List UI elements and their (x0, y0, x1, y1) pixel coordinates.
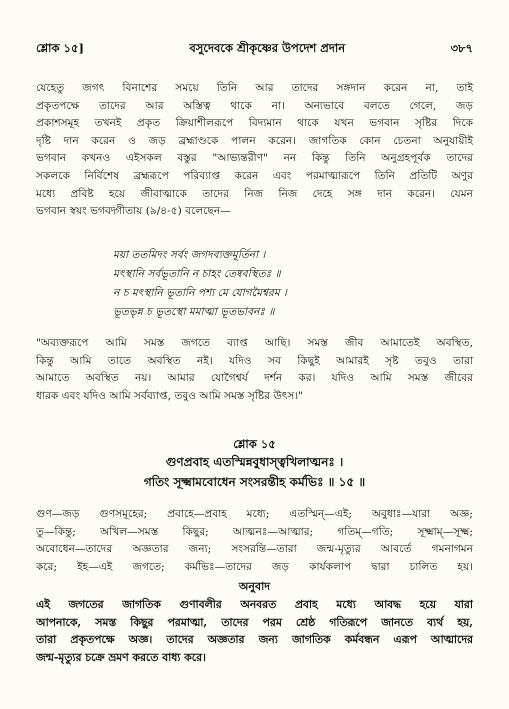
text-line: মধ্যে প্রবিষ্ট হয়ে জীবাত্মাকে তাদের নিজ নিজ দেহে সঙ্গ দান করেন। যেমন (36, 187, 473, 200)
text-line: প্রকৃতপক্ষে তাদের আর অস্তিত্ব থাকে না। অন্যভাবে বলতে গেলে, জড় (36, 99, 473, 112)
word-for-word-synonyms (36, 506, 473, 576)
translation-heading: অনুবাদ (238, 580, 271, 593)
text-line: কিন্তু আমি তাতে অবস্থিত নই। যদিও সব কিছুই আমারই সৃষ্ট তবুও তারা (36, 354, 473, 367)
header-chapter-title: বসুদেবকে শ্রীকৃষ্ণের উপদেশ প্রদান (189, 41, 346, 55)
verse-line: মৎস্থানি সর্বভূতানি ন চাহং তেষ্ববস্থিতঃ ॥ (113, 268, 281, 280)
header-verse-ref: শ্লোক ১৫] (36, 41, 84, 55)
text-line: অবোধেন—তাদের অজ্ঞতার জন্য; সংসরন্তি—তারা জন্ম-মৃত্যুর আবর্তে গমনাগমন (36, 543, 473, 556)
shloka-line-2: গতিং সূক্ষ্মামবোধেন সংসরন্তীহ কর্মভিঃ ॥ ১৫ ॥ (143, 475, 366, 489)
text-line: আমাতে অবস্থিত নয়। আমার যোগৈশ্বর্য দর্শন কর। যদিও আমি সমস্ত জীবের (36, 372, 473, 385)
text-line: আপনাকে, সমস্ত কিছুর পরমাত্মা, তাদের পরম শ্রেষ্ঠ গতিরূপে জানতে ব্যর্থ হয়, (36, 615, 473, 629)
text-line: তু—কিন্তু; অখিল—সমস্ত কিছুর; আত্মনঃ—আত্মার; গতিম্—গতি; সূক্ষ্মাম্—সূক্ষ্ম; (36, 525, 473, 538)
text-line: দৃষ্টি দান করেন ও জড় ব্রহ্মাণ্ডকে পালন করেন। জাগতিক কোন চেতনা অনুযায়ীই (36, 134, 473, 147)
purport-paragraph-1 (36, 80, 473, 221)
running-header (36, 40, 473, 59)
text-line: ধারক এবং যদিও আমি সর্বব্যাপ্ত, তবুও আমি সমস্ত সৃষ্টির উৎস।" (36, 389, 304, 402)
page-number: ৩৮৭ (450, 41, 473, 55)
text-line: করে; ইহ—এই জগতে; কর্মভিঃ—তাদের জড় কার্যকলাপ দ্বারা চালিত হয়। (36, 560, 473, 573)
text-line: প্রকাশসমূহ তখনই প্রকৃত ক্রিয়াশীলরূপে বিদ্যমান থাকে যখন ভগবান সৃষ্টির দিকে (36, 117, 473, 130)
gita-quote-verse (113, 246, 443, 322)
text-line: এই জগতের জাগতিক গুণাবলীর অনবরত প্রবাহ মধ্যে আবদ্ধ হয়ে যারা (36, 598, 473, 611)
text-line: ভগবান কখনও এইসকল বস্তুর "আভ্যন্তরীণ" নন কিন্তু তিনি অনুগ্রহপূর্বক তাদের (36, 152, 473, 165)
text-line: "অব্যক্তরূপে আমি সমস্ত জগতে ব্যাপ্ত আছি। সমস্ত জীব আমাতেই অবস্থিত, (36, 337, 473, 349)
verse-line: ভূতভৃন্ন চ ভূতস্থো মমাত্মা ভূতভাবনঃ ॥ (113, 306, 275, 318)
gita-quote-translation (36, 335, 473, 405)
text-line: তারা প্রকৃতপক্ষে অজ্ঞ। তাদের অজ্ঞতার জন্য জাগতিক কর্মবন্ধন এরূপ আত্মাদের (36, 633, 473, 647)
verse-line: ন চ মৎস্থানি ভূতানি পশ্য মে যোগমৈশ্বরম । (113, 287, 287, 299)
shloka-line-1: গুণপ্রবাহ এতস্মিন্নবুধাস্ত্বখিলাত্মনঃ । (165, 455, 344, 469)
verse-line: ময়া ততমিদং সর্বং জগদব্যক্তমূর্তিনা । (113, 249, 266, 261)
text-line: জন্ম-মৃত্যুর চক্রে ভ্রমণ করতে বাধ্য করে। (36, 650, 206, 664)
shloka-title: শ্লোক ১৫ (233, 437, 276, 451)
text-line: সকলকে নির্বিশেষ ব্রহ্মরূপে পরিব্যাপ্ত করেন এবং পরমাত্মারূপে তিনি প্রতিটি অণুর (36, 169, 473, 182)
text-line: গুণ—জড় গুণসমূহের; প্রবাহে—প্রবাহ মধ্যে; এতস্মিন্—এই; অবুধাঃ—যারা অজ্ঞ; (36, 508, 473, 520)
text-line: যেহেতু জগৎ বিনাশের সময়ে তিনি আর তাদের সঙ্গদান করেন না, তাই (36, 82, 473, 94)
translation-paragraph (36, 596, 473, 666)
text-line: ভগবান স্বয়ং ভগবদ্গীতায় (৯/৪-৫) বলেছেন— (36, 205, 231, 218)
